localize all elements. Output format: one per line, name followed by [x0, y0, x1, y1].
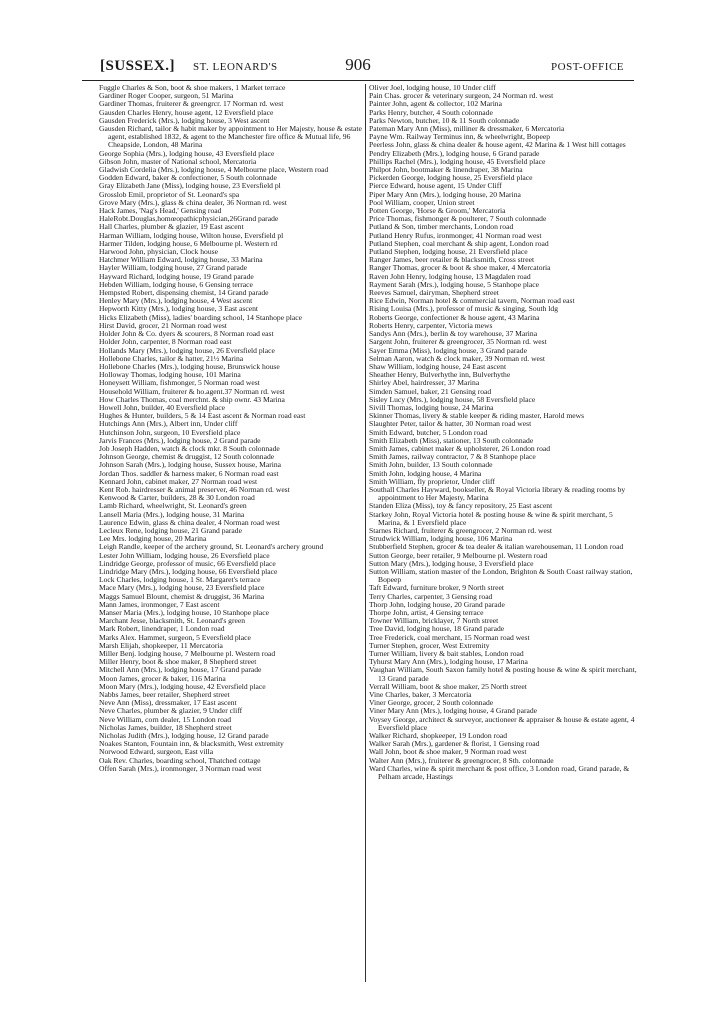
directory-entry: Hughes & Hunter, builders, 5 & 14 East ascent & Norman road east: [99, 411, 306, 421]
directory-entry: Turner William, livery & bait stables, London road: [369, 649, 524, 659]
directory-title: POST-OFFICE: [551, 61, 624, 73]
directory-entry: Thorp John, lodging house, 20 Grand parade: [369, 599, 505, 609]
directory-entry: Hayward Richard, lodging house, 19 Grand parade: [99, 271, 254, 281]
directory-entry: Lester John William, lodging house, 26 Eversfield place: [99, 550, 270, 560]
directory-entry: Piper Mary Ann (Mrs.), lodging house, 20 Marina: [369, 189, 521, 199]
directory-entry: Reeves Samuel, dairyman, Shepherd street: [369, 288, 499, 298]
directory-entry: Simden Samuel, baker, 21 Gensing road: [369, 386, 492, 396]
directory-entry: Starkey John, Royal Victoria hotel & posting house & wine & spirit merchant, 5 Marina, & 1 Eversfield place: [369, 509, 613, 527]
directory-entry: Pendry Elizabeth (Mrs.), lodging house, 6 Grand parade: [369, 148, 540, 158]
directory-entry: Gausden Frederick (Mrs.), lodging house, 3 West ascent: [99, 115, 270, 125]
directory-entry: Gibson John, master of National school, Mercatoria: [99, 156, 257, 166]
directory-entry: Hollebone Charles, tailor & hatter, 21½ Marina: [99, 353, 244, 363]
directory-entry: Henley Mary (Mrs.), lodging house, 4 West ascent: [99, 296, 253, 306]
directory-entry: Neve William, corn dealer, 15 London road: [99, 714, 232, 724]
directory-entry: Hutchings Ann (Mrs.), Albert inn, Under cliff: [99, 419, 238, 429]
directory-entry: Oliver Joel, lodging house, 10 Under cliff: [369, 84, 496, 92]
directory-entry: Fuggle Charles & Son, boot & shoe makers, 1 Market terrace: [99, 84, 286, 92]
directory-entry: Hack James, 'Nag's Head,' Gensing road: [99, 206, 222, 216]
directory-entry: Grosslob Emil, proprietor of St. Leonard's spa: [99, 189, 240, 199]
directory-entry: Johnson George, chemist & druggist, 12 South colonnade: [99, 452, 275, 462]
directory-entry: Phillips Rachel (Mrs.), lodging house, 45 Eversfield place: [369, 156, 546, 166]
directory-entry: Hall Charles, plumber & glazier, 19 East ascent: [99, 222, 244, 232]
directory-entry: Hirst David, grocer, 21 Norman road west: [99, 320, 227, 330]
directory-entry: Pierce Edward, house agent, 15 Under Cliff: [369, 181, 502, 191]
directory-entry: Lecleux Rene, lodging house, 21 Grand parade: [99, 525, 242, 535]
directory-entry: Painter John, agent & collector, 102 Marina: [369, 99, 502, 109]
directory-entry: Smith William, fly proprietor, Under cliff: [369, 476, 495, 486]
directory-entry: Terry Charles, carpenter, 3 Gensing road: [369, 591, 493, 601]
directory-entry: Neve Ann (Miss), dressmaker, 17 East ascent: [99, 698, 237, 708]
directory-entry: Verrall William, boot & shoe maker, 25 North street: [369, 681, 527, 691]
directory-entry: Starnes Richard, fruiterer & greengrocer, 2 Norman rd. west: [369, 525, 552, 535]
directory-entry: Mace Mary (Mrs.), lodging house, 23 Eversfield place: [99, 583, 265, 593]
left-column: [99, 84, 367, 984]
directory-entry: Strudwick William, lodging house, 106 Marina: [369, 534, 513, 544]
directory-entry: Gardiner Roger Cooper, surgeon, 51 Marina: [99, 91, 234, 101]
directory-entry: Hempsted Robert, dispensing chemist, 14 Grand parade: [99, 288, 269, 298]
directory-entry: Pool William, cooper, Union street: [369, 197, 475, 207]
directory-entry: Shirley Abel, hairdresser, 37 Marina: [369, 378, 480, 388]
directory-entry: George Sophia (Mrs.), lodging house, 43 Eversfield place: [99, 148, 275, 158]
directory-entry: Selman Aaron, watch & clock maker, 39 Norman rd. west: [369, 353, 545, 363]
directory-entry: Hollebone Charles (Mrs.), lodging house, Brunswick house: [99, 361, 280, 371]
county-heading: [SUSSEX.]: [100, 58, 175, 74]
directory-entry: Tree Frederick, coal merchant, 15 Norman road west: [369, 632, 530, 642]
column-divider: [365, 84, 366, 982]
directory-entry: Sayer Emma (Miss), lodging house, 3 Grand parade: [369, 345, 527, 355]
directory-entry: Harwood John, physician, Clock house: [99, 247, 218, 257]
directory-entry: Oak Rev. Charles, boarding school, Thatched cottage: [99, 755, 261, 765]
directory-entry: Price Thomas, fishmonger & poulterer, 7 South colonnade: [369, 214, 547, 224]
directory-entry: Hebden William, lodging house, 6 Gensing terrace: [99, 279, 253, 289]
right-entry-list: [369, 84, 637, 781]
directory-entry: Norwood Edward, surgeon, East villa: [99, 747, 214, 757]
directory-entry: Moon James, grocer & baker, 116 Marina: [99, 673, 226, 683]
directory-entry: Towner William, bricklayer, 7 North street: [369, 616, 499, 626]
directory-entry: Job Joseph Hadden, watch & clock mkr. 8 South colonnade: [99, 443, 280, 453]
directory-entry: Smith Elizabeth (Miss), stationer, 13 South colonnade: [369, 435, 534, 445]
directory-entry: Smith Edward, butcher, 5 London road: [369, 427, 488, 437]
directory-entry: Jordan Thos. saddler & harness maker, 6 Norman road east: [99, 468, 279, 478]
page-header: [82, 52, 634, 81]
directory-entry: How Charles Thomas, coal merchnt. & ship ownr. 43 Marina: [99, 394, 285, 404]
directory-entry: Hayler William, lodging house, 27 Grand parade: [99, 263, 248, 273]
directory-entry: Putland Henry Rufus, ironmonger, 41 Norman road west: [369, 230, 542, 240]
directory-entry: Kent Rob. hairdresser & animal preserver, 46 Norman rd. west: [99, 484, 290, 494]
directory-entry: Nicholas Judith (Mrs.), lodging house, 12 Grand parade: [99, 731, 269, 741]
directory-entry: Stubberfield Stephen, grocer & tea dealer & italian warehouseman, 11 London road: [369, 542, 624, 552]
directory-entry: Shaw William, lodging house, 24 East ascent: [369, 361, 507, 371]
directory-entry: Skinner Thomas, livery & stable keeper & riding master, Harold mews: [369, 411, 585, 421]
directory-entry: HaleRobt.Douglas,homœopathicphysician,26Grand parade: [99, 214, 279, 224]
directory-entry: Godden Edward, baker & confectioner, 5 South colonnade: [99, 173, 277, 183]
directory-entry: Jarvis Frances (Mrs.), lodging house, 2 Grand parade: [99, 435, 261, 445]
directory-entry: Roberts Henry, carpenter, Victoria mews: [369, 320, 493, 330]
directory-entry: Harman William, lodging house, Wilton house, Eversfield pl: [99, 230, 284, 240]
directory-entry: Noakes Stanton, Fountain inn, & blacksmith, West extremity: [99, 739, 284, 749]
directory-entry: Philpot John, bootmaker & linendraper, 38 Marina: [369, 165, 523, 175]
directory-entry: Tyhurst Mary Ann (Mrs.), lodging house, 17 Marina: [369, 657, 528, 667]
directory-entry: Voysey George, architect & surveyor, auctioneer & appraiser & house & estate agent, 4 Eversfield place: [369, 714, 635, 732]
directory-entry: Hicks Elizabeth (Miss), ladies' boarding school, 14 Stanhope place: [99, 312, 302, 322]
directory-entry: Gausden Charles Henry, house agent, 12 Eversfield place: [99, 107, 274, 117]
directory-entry: Sargent John, fruiterer & greengrocer, 35 Norman rd. west: [369, 337, 547, 347]
directory-entry: Marsh Elijah, shopkeeper, 11 Mercatoria: [99, 640, 223, 650]
directory-entry: Gray Elizabeth Jane (Miss), lodging house, 23 Eversfield pl: [99, 181, 281, 191]
left-entry-list: [99, 84, 367, 773]
directory-entry: Viner George, grocer, 2 South colonnade: [369, 698, 494, 708]
directory-entry: Lamb Richard, wheelwright, St. Leonard's green: [99, 501, 247, 511]
directory-entry: Southall Charles Hayward, bookseller, & Royal Victoria library & reading rooms by appointment to Her Majesty, Marina: [369, 484, 626, 503]
directory-entry: Honeysett William, fishmonger, 5 Norman road west: [99, 378, 260, 388]
directory-entry: Pain Chas. grocer & veterinary surgeon, 24 Norman rd. west: [369, 91, 554, 101]
right-column: [369, 84, 637, 984]
directory-entry: Kenwood & Carter, builders, 28 & 30 London road: [99, 493, 255, 503]
directory-entry: Turner Stephen, grocer, West Extremity: [369, 640, 490, 650]
directory-entry: Moon Mary (Mrs.), lodging house, 42 Eversfield place: [99, 681, 266, 691]
directory-entry: Nabbs James, beer retailer, Shepherd street: [99, 690, 230, 700]
directory-entry: Neve Charles, plumber & glazier, 9 Under cliff: [99, 706, 243, 716]
directory-entry: Potten George, 'Horse & Groom,' Mercatoria: [369, 206, 506, 216]
directory-entry: Putland Stephen, lodging house, 21 Eversfield place: [369, 247, 528, 257]
directory-entry: Sutton George, beer retailer, 9 Melbourne pl. Western road: [369, 550, 548, 560]
directory-entry: Offen Sarah (Mrs.), ironmonger, 3 Norman road west: [99, 763, 262, 773]
directory-entry: Pateman Mary Ann (Miss), milliner & dressmaker, 6 Mercatoria: [369, 124, 565, 134]
directory-entry: Slaughter Peter, tailor & hatter, 30 Norman road west: [369, 419, 532, 429]
directory-entry: Gausden Richard, tailor & habit maker by appointment to Her Majesty, house & estate agent, established 1832, & agent to the Manchester fire office & Mutual life, 96 Cheapside, London, 48 Marina: [99, 124, 362, 150]
directory-entry: Smith James, railway contractor, 7 & 8 Stanhope place: [369, 452, 536, 462]
directory-entry: Holloway Thomas, lodging house, 101 Marina: [99, 370, 241, 380]
directory-entry: Rayment Sarah (Mrs.), lodging house, 5 Stanhope place: [369, 279, 539, 289]
directory-entry: Tree David, lodging house, 18 Grand parade: [369, 624, 505, 634]
directory-entry: Hepworth Kitty (Mrs.), lodging house, 3 East ascent: [99, 304, 259, 314]
directory-entry: Taft Edward, furniture broker, 9 North street: [369, 583, 504, 593]
directory-entry: Ranger James, beer retailer & blacksmith, Cross street: [369, 255, 535, 265]
directory-entry: Smith John, builder, 13 South colonnade: [369, 460, 493, 470]
directory-entry: Sutton William, station master of the London, Brighton & South Coast railway station, Bopeep: [369, 566, 633, 585]
page-number: 906: [345, 55, 371, 74]
directory-entry: Leigh Randle, keeper of the archery ground, St. Leonard's archery ground: [99, 542, 324, 552]
directory-entry: Howell John, builder, 40 Eversfield place: [99, 402, 226, 412]
directory-entry: Sandys Ann (Mrs.), berlin & toy warehouse, 37 Marina: [369, 329, 538, 339]
directory-entry: Lee Mrs. lodging house, 20 Marina: [99, 534, 207, 544]
directory-entry: Lansell Maria (Mrs.), lodging house, 31 Marina: [99, 509, 245, 519]
town-heading: ST. LEONARD'S: [193, 61, 278, 73]
directory-entry: Grove Mary (Mrs.), glass & china dealer, 36 Norman rd. west: [99, 197, 287, 207]
directory-entry: Household William, fruiterer & ho.agent.37 Norman rd. west: [99, 386, 285, 396]
directory-entry: Miller Benj. lodging house, 7 Melbourne pl. Western road: [99, 649, 276, 659]
directory-entry: Raven John Henry, lodging house, 13 Magdalen road: [369, 271, 531, 281]
directory-entry: Smith James, cabinet maker & upholsterer, 26 London road: [369, 443, 551, 453]
directory-entry: Gardiner Thomas, fruiterer & greengrcr. 17 Norman rd. west: [99, 99, 284, 109]
directory-entry: Laurence Edwin, glass & china dealer, 4 Norman road west: [99, 517, 280, 527]
directory-entry: Mark Robert, linendraper, 1 London road: [99, 624, 225, 634]
directory-entry: Maggs Samuel Blount, chemist & druggist, 36 Marina: [99, 591, 265, 601]
directory-entry: Walker Richard, shopkeeper, 19 London road: [369, 731, 508, 741]
directory-entry: Pickerden George, lodging house, 25 Eversfield place: [369, 173, 533, 183]
directory-entry: Standen Eliza (Miss), toy & fancy repository, 25 East ascent: [369, 501, 553, 511]
directory-entry: Viner Mary Ann (Mrs.), lodging house, 4 Grand parade: [369, 706, 538, 716]
directory-entry: Vine Charles, baker, 3 Mercatoria: [369, 690, 472, 700]
directory-entry: Lindridge Mary (Mrs.), lodging house, 66 Eversfield place: [99, 566, 278, 576]
directory-entry: Hutchinson John, surgeon, 10 Eversfield place: [99, 427, 241, 437]
directory-entry: Marchant Jesse, blacksmith, St. Leonard's green: [99, 616, 246, 626]
directory-entry: Putland Stephen, coal merchant & ship agent, London road: [369, 238, 549, 248]
directory-entry: Rice Edwin, Norman hotel & commercial tavern, Norman road east: [369, 296, 575, 306]
directory-entry: Mann James, ironmonger, 7 East ascent: [99, 599, 220, 609]
directory-entry: Johnson Sarah (Mrs.), lodging house, Sussex house, Marina: [99, 460, 282, 470]
directory-entry: Gladwish Cordelia (Mrs.), lodging house, 4 Melbourne place, Western road: [99, 165, 329, 175]
directory-entry: Nicholas James, builder, 18 Shepherd street: [99, 722, 232, 732]
directory-entry: Hollands Mary (Mrs.), lodging house, 26 Eversfield place: [99, 345, 275, 355]
directory-entry: Walker Sarah (Mrs.), gardener & florist, 1 Gensing road: [369, 739, 540, 749]
directory-entry: Lock Charles, lodging house, 1 St. Margaret's terrace: [99, 575, 261, 585]
directory-entry: Wall John, boot & shoe maker, 9 Norman road west: [369, 747, 527, 757]
directory-entry: Rising Louisa (Mrs.), professor of music & singing, South ldg: [369, 304, 558, 314]
directory-entry: Thorpe John, artist, 4 Gensing terrace: [369, 608, 484, 617]
directory-entry: Vaughan William, South Saxon family hotel & posting house & wine & spirit merchant, 13 Grand parade: [369, 665, 637, 683]
directory-entry: Mitchell Ann (Mrs.), lodging house, 17 Grand parade: [99, 665, 262, 675]
directory-entry: Hatchmer William Edward, lodging house, 33 Marina: [99, 255, 263, 265]
directory-entry: Roberts George, confectioner & house agent, 43 Marina: [369, 312, 540, 322]
directory-entry: Holder John & Co. dyers & scourers, 8 Norman road east: [99, 329, 274, 339]
directory-entry: Sivill Thomas, lodging house, 24 Marina: [369, 402, 494, 412]
directory-entry: Holder John, carpenter, 8 Norman road east: [99, 337, 232, 347]
directory-entry: Kennard John, cabinet maker, 27 Norman road west: [99, 476, 258, 486]
directory-entry: Parks Newton, butcher, 10 & 11 South colonnade: [369, 115, 520, 125]
directory-entry: Ward Charles, wine & spirit merchant & post office, 3 London road, Grand parade, & Pelham arcade, Hastings: [369, 763, 630, 782]
directory-entry: Payne Wm. Railway Terminus inn, & wheelwright, Bopeep: [369, 132, 550, 142]
directory-entry: Manser Maria (Mrs.), lodging house, 10 Stanhope place: [99, 608, 269, 617]
directory-entry: Sutton Mary (Mrs.), lodging house, 3 Eversfield place: [369, 558, 534, 568]
directory-entry: Harmer Tilden, lodging house, 6 Melbourne pl. Western rd: [99, 238, 278, 248]
directory-entry: Sheather Henry, Bulverhythe inn, Bulverhythe: [369, 370, 511, 380]
directory-entry: Miller Henry, boot & shoe maker, 8 Shepherd street: [99, 657, 257, 667]
directory-entry: Lindridge George, professor of music, 66 Eversfield place: [99, 558, 276, 568]
directory-entry: Marks Alex. Hammet, surgeon, 5 Eversfield place: [99, 632, 251, 642]
directory-entry: Peerless John, glass & china dealer & house agent, 42 Marina & 1 West hill cottages: [369, 140, 626, 150]
directory-entry: Putland & Son, timber merchants, London road: [369, 222, 514, 232]
directory-entry: Smith John, lodging house, 4 Marina: [369, 468, 482, 478]
directory-entry: Parks Henry, butcher, 4 South colonnade: [369, 107, 493, 117]
directory-entry: Walter Ann (Mrs.), fruiterer & greengrocer, 8 Sth. colonnade: [369, 755, 554, 765]
directory-entry: Sisley Lucy (Mrs.), lodging house, 58 Eversfield place: [369, 394, 536, 404]
directory-entry: Ranger Thomas, grocer & boot & shoe maker, 4 Mercatoria: [369, 263, 551, 273]
